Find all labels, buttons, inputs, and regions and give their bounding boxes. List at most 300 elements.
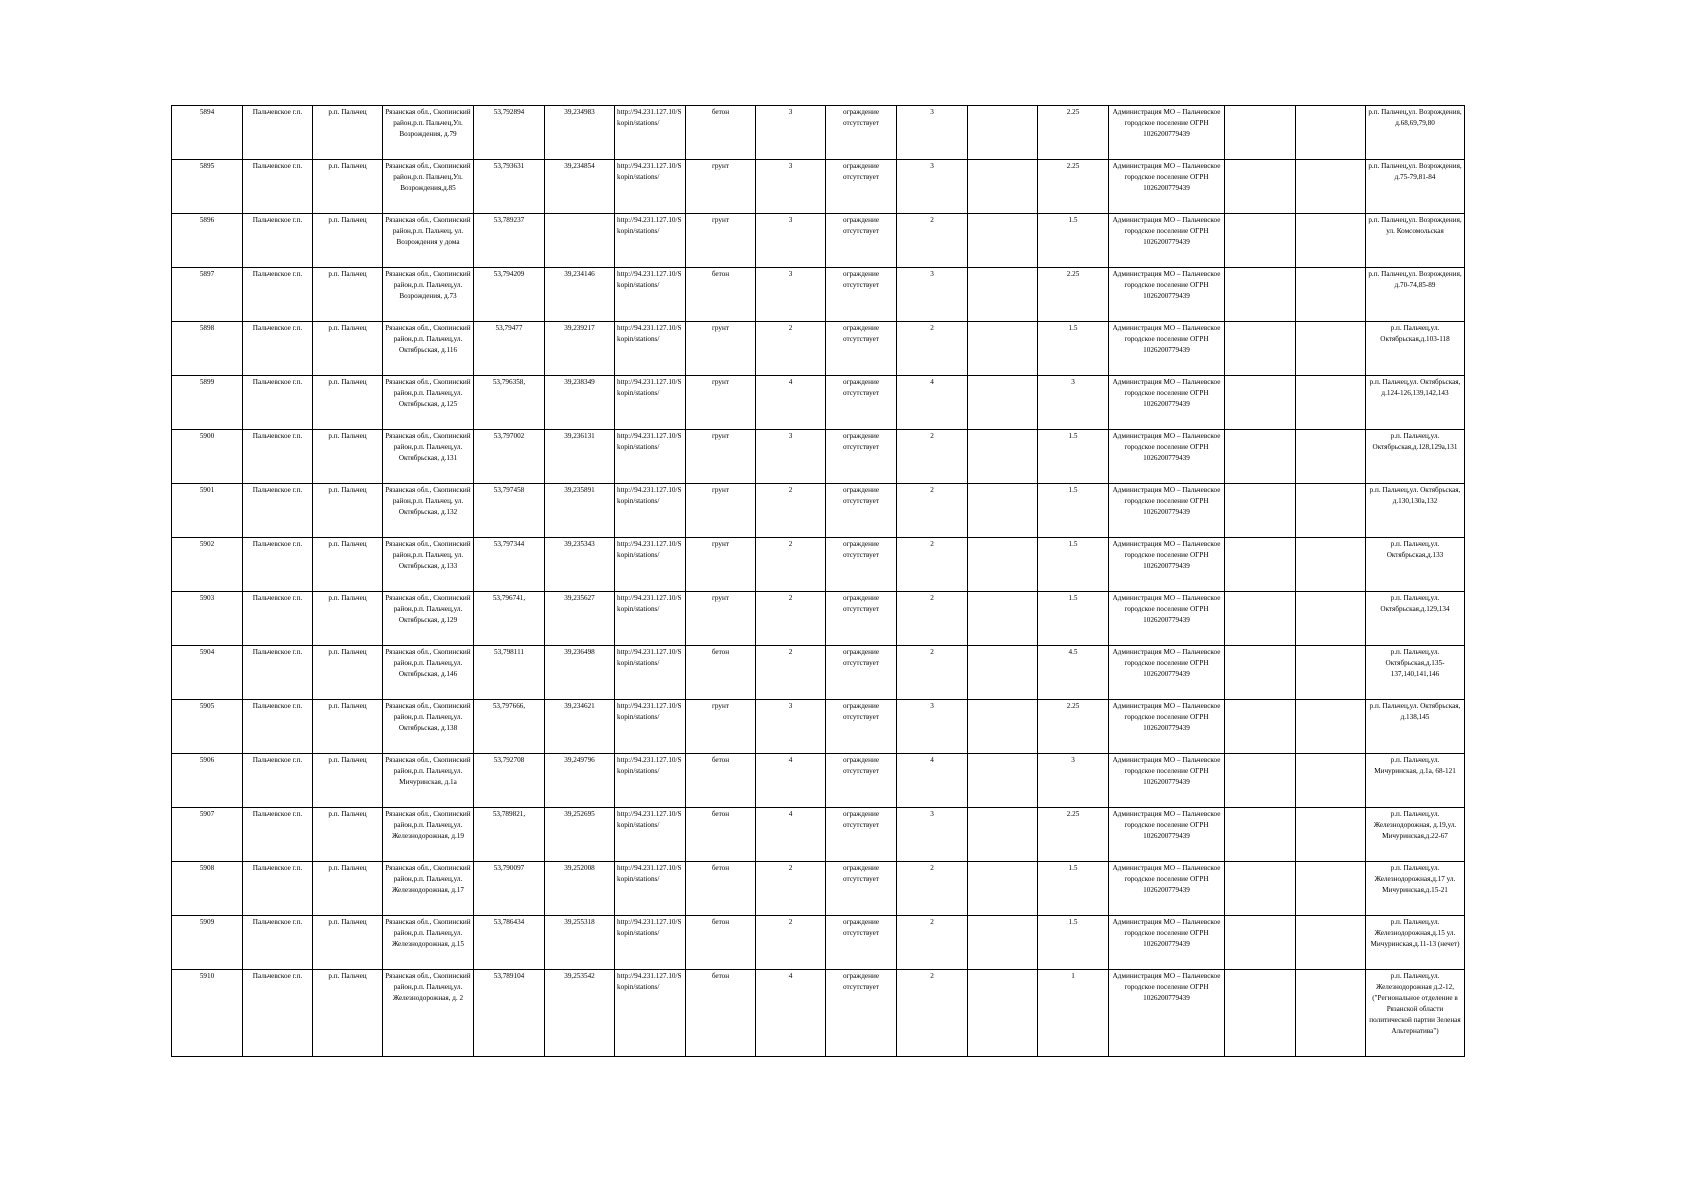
table-row bbox=[172, 430, 1465, 484]
cell-locality: р.п. Пальчец bbox=[313, 916, 383, 970]
cell-id: 5901 bbox=[172, 484, 243, 538]
cell-fence: ограждение отсутствует bbox=[826, 970, 897, 1057]
table-row bbox=[172, 538, 1465, 592]
cell-settlement: Пальчевское г.п. bbox=[243, 268, 313, 322]
cell-empty-3 bbox=[1296, 268, 1366, 322]
cell-address: Рязанская обл., Скопинский район,р.п. Пальчец,ул. Октябрьская, д.116 bbox=[383, 322, 474, 376]
cell-count: 3 bbox=[897, 268, 968, 322]
cell-longitude: 39,234621 bbox=[545, 700, 615, 754]
cell-containers: 2 bbox=[756, 538, 826, 592]
cell-count: 2 bbox=[897, 214, 968, 268]
cell-operator: Администрация МО – Пальчевское городское поселение ОГРН 1026200779439 bbox=[1109, 646, 1225, 700]
cell-url: http://94.231.127.10/Skopin/stations/ bbox=[615, 916, 686, 970]
cell-empty-1 bbox=[968, 538, 1038, 592]
cell-longitude: 39,235891 bbox=[545, 484, 615, 538]
cell-id: 5906 bbox=[172, 754, 243, 808]
cell-empty-2 bbox=[1225, 268, 1296, 322]
cell-longitude bbox=[545, 214, 615, 268]
cell-fence: ограждение отсутствует bbox=[826, 646, 897, 700]
cell-empty-2 bbox=[1225, 970, 1296, 1057]
cell-locality: р.п. Пальчец bbox=[313, 646, 383, 700]
cell-empty-2 bbox=[1225, 106, 1296, 160]
cell-latitude: 53,789237 bbox=[474, 214, 545, 268]
cell-count: 3 bbox=[897, 808, 968, 862]
cell-locality: р.п. Пальчец bbox=[313, 160, 383, 214]
cell-locality: р.п. Пальчец bbox=[313, 214, 383, 268]
cell-empty-3 bbox=[1296, 754, 1366, 808]
cell-served-addresses: р.п. Пальчец,ул. Железнодорожная,д.15 ул. Мичуринская,д.11-13 (нечет) bbox=[1366, 916, 1465, 970]
cell-address: Рязанская обл., Скопинский район,р.п. Пальчец, ул. Октябрьская, д.133 bbox=[383, 538, 474, 592]
cell-empty-3 bbox=[1296, 808, 1366, 862]
cell-served-addresses: р.п. Пальчец,ул. Октябрьская,д.129,134 bbox=[1366, 592, 1465, 646]
table-row bbox=[172, 106, 1465, 160]
cell-containers: 3 bbox=[756, 160, 826, 214]
cell-empty-1 bbox=[968, 322, 1038, 376]
cell-empty-2 bbox=[1225, 592, 1296, 646]
cell-longitude: 39,235627 bbox=[545, 592, 615, 646]
cell-empty-2 bbox=[1225, 160, 1296, 214]
cell-address: Рязанская обл., Скопинский район,р.п. Пальчец,ул. Октябрьская, д.138 bbox=[383, 700, 474, 754]
cell-url: http://94.231.127.10/Skopin/stations/ bbox=[615, 808, 686, 862]
cell-surface: бетон bbox=[686, 268, 756, 322]
cell-empty-1 bbox=[968, 592, 1038, 646]
cell-count: 2 bbox=[897, 430, 968, 484]
cell-url: http://94.231.127.10/Skopin/stations/ bbox=[615, 538, 686, 592]
cell-empty-1 bbox=[968, 160, 1038, 214]
cell-empty-1 bbox=[968, 808, 1038, 862]
cell-url: http://94.231.127.10/Skopin/stations/ bbox=[615, 592, 686, 646]
cell-volume: 2.25 bbox=[1038, 268, 1109, 322]
cell-latitude: 53,793631 bbox=[474, 160, 545, 214]
cell-containers: 3 bbox=[756, 268, 826, 322]
cell-surface: грунт bbox=[686, 430, 756, 484]
cell-operator: Администрация МО – Пальчевское городское поселение ОГРН 1026200779439 bbox=[1109, 970, 1225, 1057]
cell-operator: Администрация МО – Пальчевское городское поселение ОГРН 1026200779439 bbox=[1109, 700, 1225, 754]
cell-empty-3 bbox=[1296, 106, 1366, 160]
cell-address: Рязанская обл., Скопинский район,р.п. Пальчец, ул. Октябрьская, д.132 bbox=[383, 484, 474, 538]
cell-served-addresses: р.п. Пальчец,ул. Октябрьская,д.135-137,140,141,146 bbox=[1366, 646, 1465, 700]
cell-count: 2 bbox=[897, 970, 968, 1057]
cell-locality: р.п. Пальчец bbox=[313, 862, 383, 916]
cell-longitude: 39,235343 bbox=[545, 538, 615, 592]
cell-volume: 3 bbox=[1038, 376, 1109, 430]
cell-address: Рязанская обл., Скопинский район,р.п. Пальчец,ул. Железнодорожная, д.19 bbox=[383, 808, 474, 862]
cell-operator: Администрация МО – Пальчевское городское поселение ОГРН 1026200779439 bbox=[1109, 160, 1225, 214]
cell-url: http://94.231.127.10/Skopin/stations/ bbox=[615, 214, 686, 268]
registry-table bbox=[171, 105, 1465, 1057]
cell-latitude: 53,79477 bbox=[474, 322, 545, 376]
cell-address: Рязанская обл., Скопинский район,р.п. Пальчец, ул. Возрождения у дома bbox=[383, 214, 474, 268]
cell-operator: Администрация МО – Пальчевское городское поселение ОГРН 1026200779439 bbox=[1109, 214, 1225, 268]
cell-id: 5909 bbox=[172, 916, 243, 970]
cell-empty-3 bbox=[1296, 862, 1366, 916]
cell-id: 5910 bbox=[172, 970, 243, 1057]
cell-operator: Администрация МО – Пальчевское городское поселение ОГРН 1026200779439 bbox=[1109, 430, 1225, 484]
cell-empty-1 bbox=[968, 214, 1038, 268]
cell-locality: р.п. Пальчец bbox=[313, 376, 383, 430]
cell-latitude: 53,796741, bbox=[474, 592, 545, 646]
cell-operator: Администрация МО – Пальчевское городское поселение ОГРН 1026200779439 bbox=[1109, 484, 1225, 538]
cell-settlement: Пальчевское г.п. bbox=[243, 808, 313, 862]
cell-url: http://94.231.127.10/Skopin/stations/ bbox=[615, 970, 686, 1057]
cell-count: 2 bbox=[897, 322, 968, 376]
cell-volume: 1.5 bbox=[1038, 430, 1109, 484]
cell-containers: 3 bbox=[756, 430, 826, 484]
cell-fence: ограждение отсутствует bbox=[826, 862, 897, 916]
cell-empty-2 bbox=[1225, 808, 1296, 862]
cell-containers: 2 bbox=[756, 322, 826, 376]
cell-volume: 1.5 bbox=[1038, 322, 1109, 376]
cell-id: 5899 bbox=[172, 376, 243, 430]
cell-volume: 1.5 bbox=[1038, 592, 1109, 646]
cell-fence: ограждение отсутствует bbox=[826, 160, 897, 214]
cell-operator: Администрация МО – Пальчевское городское поселение ОГРН 1026200779439 bbox=[1109, 322, 1225, 376]
cell-surface: грунт bbox=[686, 592, 756, 646]
cell-surface: грунт bbox=[686, 160, 756, 214]
cell-id: 5907 bbox=[172, 808, 243, 862]
cell-count: 2 bbox=[897, 592, 968, 646]
cell-empty-1 bbox=[968, 970, 1038, 1057]
cell-count: 4 bbox=[897, 754, 968, 808]
cell-fence: ограждение отсутствует bbox=[826, 916, 897, 970]
cell-address: Рязанская обл., Скопинский район,р.п. Пальчец,ул. Железнодорожная, д.15 bbox=[383, 916, 474, 970]
cell-longitude: 39,255318 bbox=[545, 916, 615, 970]
cell-served-addresses: р.п. Пальчец,ул. Октябрьская,д.133 bbox=[1366, 538, 1465, 592]
cell-served-addresses: р.п. Пальчец,ул. Железнодорожная, д.19,ул. Мичуринская,д.22-67 bbox=[1366, 808, 1465, 862]
cell-longitude: 39,239217 bbox=[545, 322, 615, 376]
cell-containers: 2 bbox=[756, 862, 826, 916]
cell-count: 3 bbox=[897, 160, 968, 214]
cell-count: 2 bbox=[897, 646, 968, 700]
cell-address: Рязанская обл., Скопинский район,р.п. Пальчец,ул. Железнодорожная, д. 2 bbox=[383, 970, 474, 1057]
cell-served-addresses: р.п. Пальчец,ул. Октябрьская, д.138,145 bbox=[1366, 700, 1465, 754]
cell-fence: ограждение отсутствует bbox=[826, 430, 897, 484]
cell-id: 5897 bbox=[172, 268, 243, 322]
cell-empty-1 bbox=[968, 862, 1038, 916]
cell-operator: Администрация МО – Пальчевское городское поселение ОГРН 1026200779439 bbox=[1109, 106, 1225, 160]
cell-url: http://94.231.127.10/Skopin/stations/ bbox=[615, 160, 686, 214]
cell-served-addresses: р.п. Пальчец,ул. Железнодорожная д.2-12, ("Региональное отделение в Рязанской области политической партии Зеленая Альтернатива") bbox=[1366, 970, 1465, 1057]
cell-settlement: Пальчевское г.п. bbox=[243, 916, 313, 970]
cell-containers: 2 bbox=[756, 916, 826, 970]
cell-locality: р.п. Пальчец bbox=[313, 700, 383, 754]
table-row bbox=[172, 754, 1465, 808]
table-row bbox=[172, 700, 1465, 754]
cell-fence: ограждение отсутствует bbox=[826, 754, 897, 808]
cell-empty-3 bbox=[1296, 322, 1366, 376]
cell-fence: ограждение отсутствует bbox=[826, 106, 897, 160]
cell-volume: 2.25 bbox=[1038, 160, 1109, 214]
cell-surface: бетон bbox=[686, 808, 756, 862]
cell-surface: бетон bbox=[686, 862, 756, 916]
cell-latitude: 53,794209 bbox=[474, 268, 545, 322]
cell-locality: р.п. Пальчец bbox=[313, 808, 383, 862]
cell-empty-3 bbox=[1296, 538, 1366, 592]
cell-longitude: 39,234983 bbox=[545, 106, 615, 160]
cell-settlement: Пальчевское г.п. bbox=[243, 484, 313, 538]
cell-surface: грунт bbox=[686, 700, 756, 754]
cell-url: http://94.231.127.10/Skopin/stations/ bbox=[615, 754, 686, 808]
cell-volume: 1 bbox=[1038, 970, 1109, 1057]
cell-latitude: 53,797344 bbox=[474, 538, 545, 592]
cell-longitude: 39,252008 bbox=[545, 862, 615, 916]
cell-volume: 4.5 bbox=[1038, 646, 1109, 700]
cell-served-addresses: р.п. Пальчец,ул. Возрождения, д.70-74,85-89 bbox=[1366, 268, 1465, 322]
cell-surface: бетон bbox=[686, 646, 756, 700]
cell-settlement: Пальчевское г.п. bbox=[243, 376, 313, 430]
cell-settlement: Пальчевское г.п. bbox=[243, 160, 313, 214]
table-row bbox=[172, 376, 1465, 430]
cell-id: 5902 bbox=[172, 538, 243, 592]
cell-empty-2 bbox=[1225, 916, 1296, 970]
cell-empty-2 bbox=[1225, 700, 1296, 754]
cell-url: http://94.231.127.10/Skopin/stations/ bbox=[615, 646, 686, 700]
cell-volume: 1.5 bbox=[1038, 916, 1109, 970]
cell-count: 3 bbox=[897, 106, 968, 160]
cell-empty-2 bbox=[1225, 484, 1296, 538]
cell-latitude: 53,789821, bbox=[474, 808, 545, 862]
table-row bbox=[172, 862, 1465, 916]
cell-id: 5904 bbox=[172, 646, 243, 700]
cell-count: 2 bbox=[897, 916, 968, 970]
cell-surface: бетон bbox=[686, 916, 756, 970]
cell-surface: грунт bbox=[686, 214, 756, 268]
cell-id: 5894 bbox=[172, 106, 243, 160]
cell-served-addresses: р.п. Пальчец,ул. Возрождения, д.75-79,81-84 bbox=[1366, 160, 1465, 214]
cell-settlement: Пальчевское г.п. bbox=[243, 646, 313, 700]
cell-empty-3 bbox=[1296, 430, 1366, 484]
cell-operator: Администрация МО – Пальчевское городское поселение ОГРН 1026200779439 bbox=[1109, 862, 1225, 916]
cell-volume: 1.5 bbox=[1038, 484, 1109, 538]
cell-url: http://94.231.127.10/Skopin/stations/ bbox=[615, 322, 686, 376]
cell-containers: 2 bbox=[756, 484, 826, 538]
cell-address: Рязанская обл., Скопинский район,р.п. Пальчец,ул. Железнодорожная, д.17 bbox=[383, 862, 474, 916]
cell-locality: р.п. Пальчец bbox=[313, 538, 383, 592]
cell-id: 5895 bbox=[172, 160, 243, 214]
cell-volume: 1.5 bbox=[1038, 214, 1109, 268]
cell-operator: Администрация МО – Пальчевское городское поселение ОГРН 1026200779439 bbox=[1109, 808, 1225, 862]
cell-volume: 2.25 bbox=[1038, 106, 1109, 160]
cell-latitude: 53,797666, bbox=[474, 700, 545, 754]
cell-containers: 4 bbox=[756, 808, 826, 862]
cell-served-addresses: р.п. Пальчец,ул. Октябрьская,д.103-118 bbox=[1366, 322, 1465, 376]
cell-address: Рязанская обл., Скопинский район,р.п. Пальчец,ул. Мичуринская, д.1а bbox=[383, 754, 474, 808]
cell-fence: ограждение отсутствует bbox=[826, 268, 897, 322]
cell-longitude: 39,234854 bbox=[545, 160, 615, 214]
cell-count: 4 bbox=[897, 376, 968, 430]
cell-settlement: Пальчевское г.п. bbox=[243, 538, 313, 592]
cell-url: http://94.231.127.10/Skopin/stations/ bbox=[615, 862, 686, 916]
cell-fence: ограждение отсутствует bbox=[826, 484, 897, 538]
cell-settlement: Пальчевское г.п. bbox=[243, 970, 313, 1057]
cell-id: 5900 bbox=[172, 430, 243, 484]
cell-address: Рязанская обл., Скопинский район,р.п. Пальчец,ул. Октябрьская, д.129 bbox=[383, 592, 474, 646]
cell-surface: грунт bbox=[686, 538, 756, 592]
cell-url: http://94.231.127.10/Skopin/stations/ bbox=[615, 484, 686, 538]
table-row bbox=[172, 268, 1465, 322]
table-row bbox=[172, 484, 1465, 538]
cell-volume: 3 bbox=[1038, 754, 1109, 808]
cell-latitude: 53,797002 bbox=[474, 430, 545, 484]
cell-empty-2 bbox=[1225, 646, 1296, 700]
cell-longitude: 39,252695 bbox=[545, 808, 615, 862]
cell-empty-1 bbox=[968, 646, 1038, 700]
cell-latitude: 53,792894 bbox=[474, 106, 545, 160]
cell-empty-1 bbox=[968, 754, 1038, 808]
cell-containers: 3 bbox=[756, 700, 826, 754]
cell-empty-3 bbox=[1296, 484, 1366, 538]
cell-count: 2 bbox=[897, 484, 968, 538]
cell-settlement: Пальчевское г.п. bbox=[243, 700, 313, 754]
cell-empty-3 bbox=[1296, 646, 1366, 700]
cell-volume: 1.5 bbox=[1038, 538, 1109, 592]
cell-containers: 2 bbox=[756, 592, 826, 646]
cell-empty-1 bbox=[968, 268, 1038, 322]
table-row bbox=[172, 322, 1465, 376]
cell-longitude: 39,253542 bbox=[545, 970, 615, 1057]
cell-empty-3 bbox=[1296, 376, 1366, 430]
table-row bbox=[172, 808, 1465, 862]
cell-address: Рязанская обл., Скопинский район,р.п. Пальчец,Ул. Возрождения, д.79 bbox=[383, 106, 474, 160]
cell-containers: 4 bbox=[756, 754, 826, 808]
cell-address: Рязанская обл., Скопинский район,р.п. Пальчец,ул. Октябрьская, д.131 bbox=[383, 430, 474, 484]
cell-id: 5898 bbox=[172, 322, 243, 376]
cell-url: http://94.231.127.10/Skopin/stations/ bbox=[615, 430, 686, 484]
cell-locality: р.п. Пальчец bbox=[313, 970, 383, 1057]
cell-longitude: 39,236498 bbox=[545, 646, 615, 700]
cell-longitude: 39,249796 bbox=[545, 754, 615, 808]
cell-id: 5903 bbox=[172, 592, 243, 646]
cell-volume: 2.25 bbox=[1038, 700, 1109, 754]
cell-surface: грунт bbox=[686, 376, 756, 430]
cell-served-addresses: р.п. Пальчец,ул. Железнодорожная,д.17 ул. Мичуринская,д.15-21 bbox=[1366, 862, 1465, 916]
cell-served-addresses: р.п. Пальчец,ул. Возрождения, д.68,69,79,80 bbox=[1366, 106, 1465, 160]
cell-empty-3 bbox=[1296, 160, 1366, 214]
cell-operator: Администрация МО – Пальчевское городское поселение ОГРН 1026200779439 bbox=[1109, 754, 1225, 808]
cell-surface: бетон bbox=[686, 106, 756, 160]
cell-id: 5905 bbox=[172, 700, 243, 754]
cell-locality: р.п. Пальчец bbox=[313, 268, 383, 322]
cell-address: Рязанская обл., Скопинский район,р.п. Пальчец,ул. Возрождения, д.73 bbox=[383, 268, 474, 322]
cell-empty-1 bbox=[968, 700, 1038, 754]
cell-url: http://94.231.127.10/Skopin/stations/ bbox=[615, 376, 686, 430]
cell-settlement: Пальчевское г.п. bbox=[243, 754, 313, 808]
cell-empty-2 bbox=[1225, 430, 1296, 484]
table-row bbox=[172, 592, 1465, 646]
cell-settlement: Пальчевское г.п. bbox=[243, 106, 313, 160]
cell-surface: бетон bbox=[686, 970, 756, 1057]
cell-operator: Администрация МО – Пальчевское городское поселение ОГРН 1026200779439 bbox=[1109, 538, 1225, 592]
cell-locality: р.п. Пальчец bbox=[313, 322, 383, 376]
cell-longitude: 39,236131 bbox=[545, 430, 615, 484]
cell-empty-2 bbox=[1225, 754, 1296, 808]
cell-longitude: 39,238349 bbox=[545, 376, 615, 430]
cell-empty-3 bbox=[1296, 916, 1366, 970]
cell-locality: р.п. Пальчец bbox=[313, 592, 383, 646]
cell-surface: бетон bbox=[686, 754, 756, 808]
table-row bbox=[172, 646, 1465, 700]
cell-empty-2 bbox=[1225, 376, 1296, 430]
cell-fence: ограждение отсутствует bbox=[826, 214, 897, 268]
cell-locality: р.п. Пальчец bbox=[313, 484, 383, 538]
cell-settlement: Пальчевское г.п. bbox=[243, 862, 313, 916]
cell-settlement: Пальчевское г.п. bbox=[243, 214, 313, 268]
cell-id: 5908 bbox=[172, 862, 243, 916]
cell-fence: ограждение отсутствует bbox=[826, 592, 897, 646]
cell-served-addresses: р.п. Пальчец,ул. Октябрьская, д.124-126,139,142,143 bbox=[1366, 376, 1465, 430]
cell-fence: ограждение отсутствует bbox=[826, 376, 897, 430]
table-row bbox=[172, 916, 1465, 970]
cell-longitude: 39,234146 bbox=[545, 268, 615, 322]
cell-operator: Администрация МО – Пальчевское городское поселение ОГРН 1026200779439 bbox=[1109, 592, 1225, 646]
cell-latitude: 53,797458 bbox=[474, 484, 545, 538]
cell-containers: 3 bbox=[756, 106, 826, 160]
cell-locality: р.п. Пальчец bbox=[313, 430, 383, 484]
cell-fence: ограждение отсутствует bbox=[826, 808, 897, 862]
table-row bbox=[172, 160, 1465, 214]
cell-containers: 2 bbox=[756, 646, 826, 700]
cell-address: Рязанская обл., Скопинский район,р.п. Пальчец,ул. Октябрьская, д.146 bbox=[383, 646, 474, 700]
cell-volume: 1.5 bbox=[1038, 862, 1109, 916]
cell-fence: ограждение отсутствует bbox=[826, 322, 897, 376]
cell-latitude: 53,790097 bbox=[474, 862, 545, 916]
cell-empty-1 bbox=[968, 430, 1038, 484]
cell-empty-1 bbox=[968, 376, 1038, 430]
cell-surface: грунт bbox=[686, 484, 756, 538]
cell-empty-3 bbox=[1296, 214, 1366, 268]
cell-empty-1 bbox=[968, 484, 1038, 538]
cell-fence: ограждение отсутствует bbox=[826, 700, 897, 754]
cell-served-addresses: р.п. Пальчец,ул. Октябрьская, д.130,130а,132 bbox=[1366, 484, 1465, 538]
cell-count: 2 bbox=[897, 862, 968, 916]
cell-id: 5896 bbox=[172, 214, 243, 268]
cell-empty-2 bbox=[1225, 214, 1296, 268]
cell-empty-2 bbox=[1225, 862, 1296, 916]
cell-url: http://94.231.127.10/Skopin/stations/ bbox=[615, 700, 686, 754]
cell-latitude: 53,798111 bbox=[474, 646, 545, 700]
cell-containers: 4 bbox=[756, 376, 826, 430]
cell-containers: 3 bbox=[756, 214, 826, 268]
cell-latitude: 53,786434 bbox=[474, 916, 545, 970]
cell-latitude: 53,796358, bbox=[474, 376, 545, 430]
cell-settlement: Пальчевское г.п. bbox=[243, 430, 313, 484]
cell-operator: Администрация МО – Пальчевское городское поселение ОГРН 1026200779439 bbox=[1109, 376, 1225, 430]
cell-empty-3 bbox=[1296, 700, 1366, 754]
cell-locality: р.п. Пальчец bbox=[313, 106, 383, 160]
cell-served-addresses: р.п. Пальчец,ул. Возрождения, ул. Комсомольская bbox=[1366, 214, 1465, 268]
cell-empty-1 bbox=[968, 106, 1038, 160]
cell-count: 2 bbox=[897, 538, 968, 592]
cell-empty-3 bbox=[1296, 592, 1366, 646]
cell-address: Рязанская обл., Скопинский район,р.п. Пальчец,ул. Октябрьская, д.125 bbox=[383, 376, 474, 430]
cell-empty-2 bbox=[1225, 322, 1296, 376]
cell-empty-3 bbox=[1296, 970, 1366, 1057]
cell-volume: 2.25 bbox=[1038, 808, 1109, 862]
cell-served-addresses: р.п. Пальчец,ул. Октябрьская,д.128,129а,131 bbox=[1366, 430, 1465, 484]
cell-address: Рязанская обл., Скопинский район,р.п. Пальчец,Ул. Возрождения,д.85 bbox=[383, 160, 474, 214]
table-row bbox=[172, 970, 1465, 1057]
cell-latitude: 53,792708 bbox=[474, 754, 545, 808]
cell-fence: ограждение отсутствует bbox=[826, 538, 897, 592]
cell-latitude: 53,789104 bbox=[474, 970, 545, 1057]
cell-empty-1 bbox=[968, 916, 1038, 970]
cell-served-addresses: р.п. Пальчец,ул. Мичуринская, д.1а, 68-121 bbox=[1366, 754, 1465, 808]
cell-count: 3 bbox=[897, 700, 968, 754]
cell-settlement: Пальчевское г.п. bbox=[243, 592, 313, 646]
cell-settlement: Пальчевское г.п. bbox=[243, 322, 313, 376]
cell-url: http://94.231.127.10/Skopin/stations/ bbox=[615, 106, 686, 160]
table-row bbox=[172, 214, 1465, 268]
